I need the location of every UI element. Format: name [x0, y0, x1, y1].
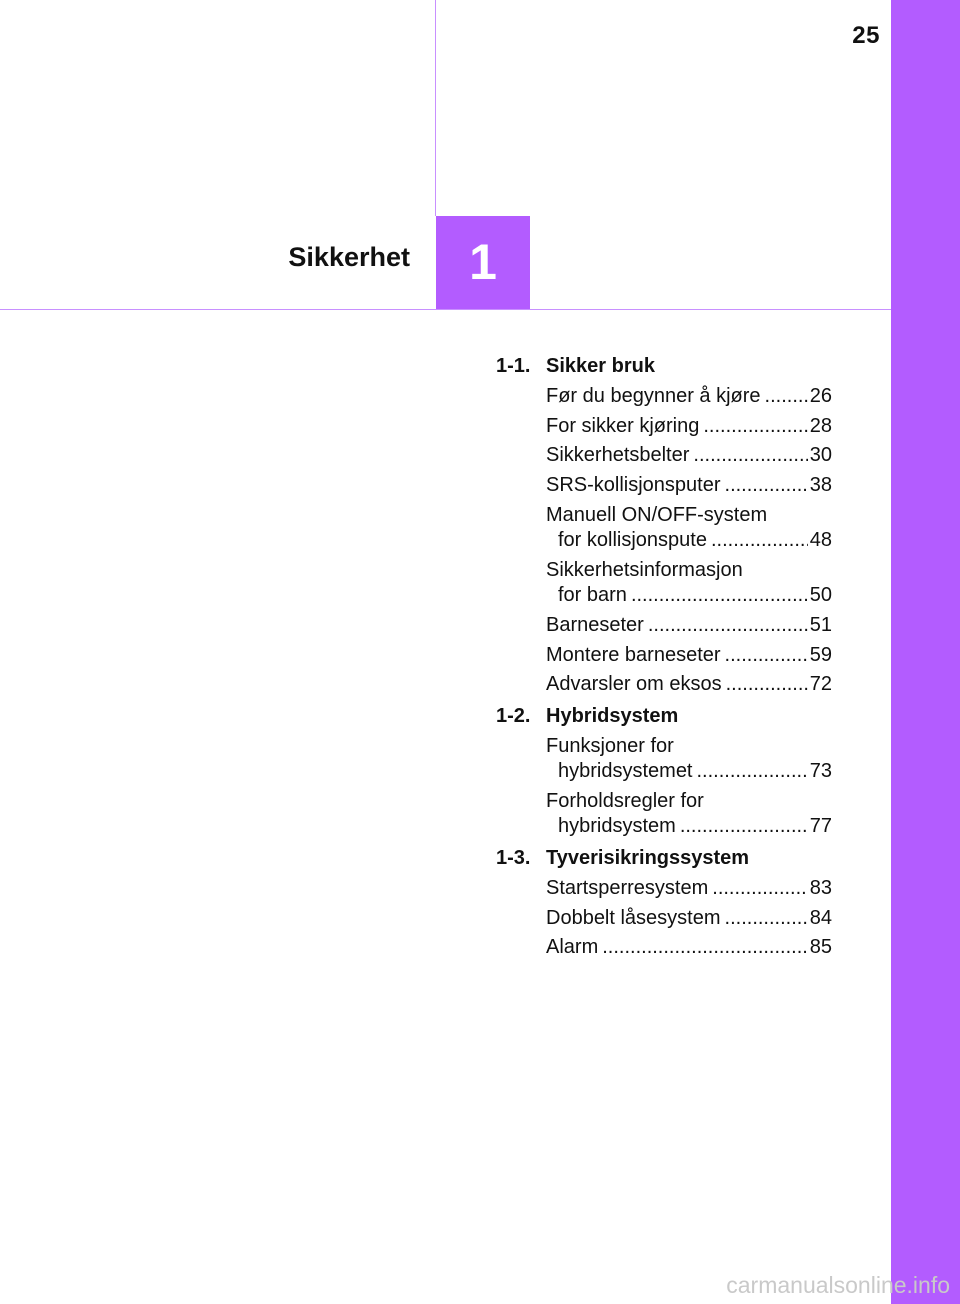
toc-entry-page: 51	[809, 614, 832, 636]
toc-entry-title: Barneseter	[546, 614, 644, 636]
toc-entry-page: 28	[809, 415, 832, 437]
toc-entry-title-line: Forholdsregler for	[546, 790, 704, 812]
toc-entry-title: for barn	[558, 584, 627, 606]
dot-leader	[711, 528, 808, 552]
toc-entry-title: For sikker kjøring	[546, 415, 700, 437]
page-number: 25	[852, 22, 880, 49]
toc-entry-title-line: Manuell ON/OFF-system	[546, 504, 768, 526]
chapter-title: Sikkerhet	[288, 242, 410, 272]
toc-entry[interactable]	[546, 414, 832, 438]
toc-entry-title: hybridsystem	[558, 815, 676, 837]
toc-entry-page: 30	[809, 444, 832, 466]
section-title: Hybridsystem	[546, 705, 679, 727]
dot-leader	[725, 643, 808, 667]
toc-entry-page: 26	[809, 385, 832, 407]
toc-entry-page: 84	[809, 907, 832, 929]
dot-leader	[697, 759, 808, 783]
toc-entry-page: 48	[809, 529, 832, 551]
toc-entry-title-line: Sikkerhetsinformasjon	[546, 559, 743, 581]
dot-leader	[631, 583, 808, 607]
toc-entry[interactable]	[546, 672, 832, 696]
toc-entry[interactable]	[546, 384, 832, 408]
dot-leader	[725, 906, 808, 930]
toc-entry[interactable]	[546, 876, 832, 900]
dot-leader	[602, 935, 808, 959]
dot-leader	[703, 414, 807, 438]
section-number: 1-2.	[496, 705, 531, 727]
toc-entry[interactable]	[546, 906, 832, 930]
toc-entry[interactable]	[546, 643, 832, 667]
toc-entry-title: SRS-kollisjonsputer	[546, 474, 721, 496]
toc-entry-page: 73	[809, 760, 832, 782]
toc-entry-title-line: Funksjoner for	[546, 735, 674, 757]
toc-entry[interactable]	[546, 613, 832, 637]
toc-entry-title: Startsperresystem	[546, 877, 709, 899]
dot-leader	[693, 443, 807, 467]
dot-leader	[680, 814, 808, 838]
toc-entry[interactable]	[558, 814, 832, 838]
chapter-number-box: 1	[436, 216, 530, 309]
toc-entry-title: Før du begynner å kjøre	[546, 385, 761, 407]
watermark: carmanualsonline.info	[726, 1272, 950, 1298]
toc-entry-title: hybridsystemet	[558, 760, 693, 782]
dot-leader	[712, 876, 807, 900]
toc-entry-page: 50	[809, 584, 832, 606]
toc-entry[interactable]	[558, 528, 832, 552]
toc-entry-page: 72	[809, 673, 832, 695]
toc-entry[interactable]	[546, 473, 832, 497]
toc-entry[interactable]	[558, 583, 832, 607]
toc-entry[interactable]	[546, 443, 832, 467]
toc-entry-title: Alarm	[546, 936, 599, 958]
chapter-side-tab	[891, 0, 960, 1304]
toc-entry-title: Advarsler om eksos	[546, 673, 722, 695]
toc-entry-page: 85	[809, 936, 832, 958]
toc-entry[interactable]	[546, 935, 832, 959]
dot-leader	[726, 672, 808, 696]
section-number: 1-1.	[496, 355, 531, 377]
toc-entry-title: for kollisjonspute	[558, 529, 707, 551]
toc-entry-title: Montere barneseter	[546, 644, 721, 666]
section-number: 1-3.	[496, 847, 531, 869]
toc-entry-page: 83	[809, 877, 832, 899]
toc-entry-page: 77	[809, 815, 832, 837]
toc-entry-title: Sikkerhetsbelter	[546, 444, 690, 466]
dot-leader	[765, 384, 808, 408]
toc-entry-title: Dobbelt låsesystem	[546, 907, 721, 929]
dot-leader	[725, 473, 808, 497]
section-title: Sikker bruk	[546, 355, 655, 377]
toc-entry[interactable]	[558, 759, 832, 783]
section-title: Tyverisikringssystem	[546, 847, 750, 869]
toc-entry-page: 59	[809, 644, 832, 666]
dot-leader	[648, 613, 808, 637]
toc-entry-page: 38	[809, 474, 832, 496]
